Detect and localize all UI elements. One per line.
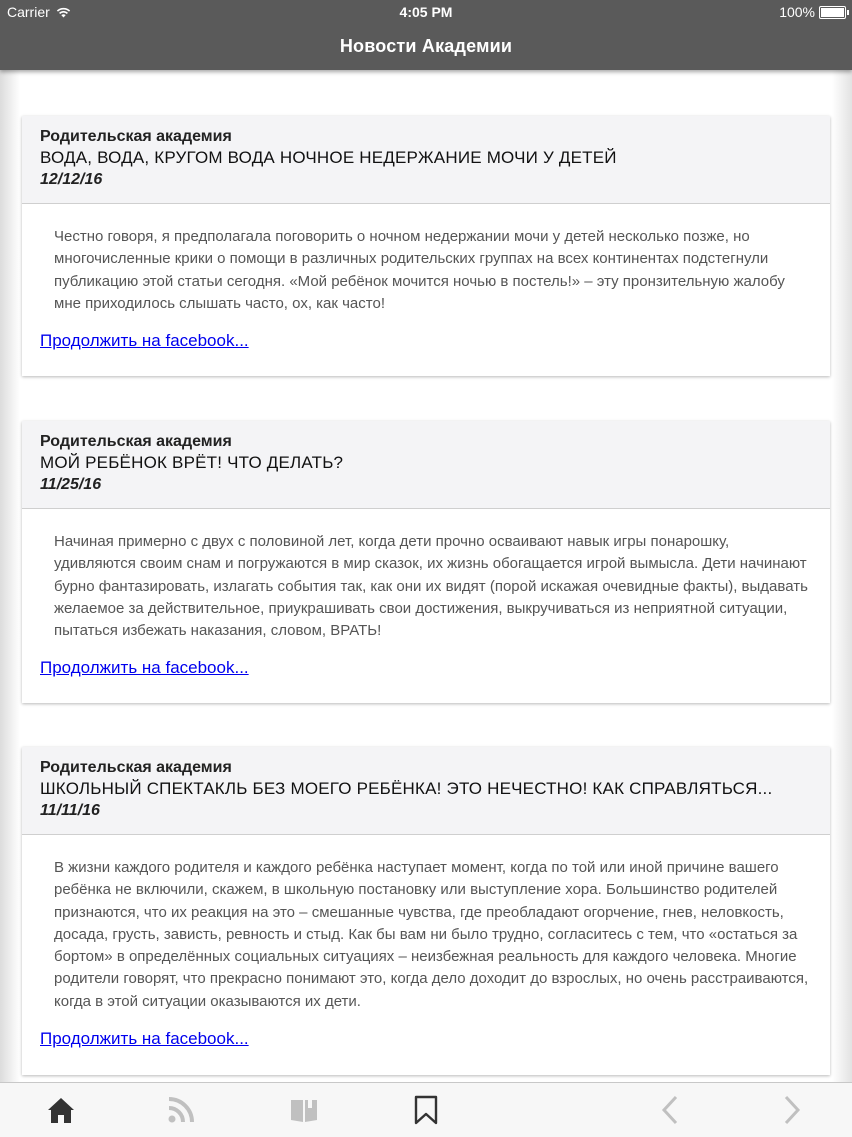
continue-on-facebook-link[interactable]: Продолжить на facebook... — [40, 658, 249, 678]
news-date: 12/12/16 — [40, 171, 103, 188]
news-headline: ШКОЛЬНЫЙ СПЕКТАКЛЬ БЕЗ МОЕГО РЕБЁНКА! ЭТО НЕЧЕСТНО! КАК СПРАВЛЯТЬСЯ... — [40, 779, 773, 798]
chevron-right-icon — [776, 1095, 806, 1125]
news-excerpt: Начиная примерно с двух с половиной лет, когда дети прочно осваивают навык игры понарошку, удивляются своим снам и погружаются в мир сказок, их жизнь обогащается игрой вымысла. Дети начинают бурно фантазировать, излагать события так, как они их видят (порой искажая очевидные факты), выдавать желаемое за действительное, приукрашивать свои достижения, выкручиваться из неприятной ситуации, пытаться избежать наказания, словом, ВРАТЬ! — [54, 533, 808, 640]
top-bar — [0, 0, 852, 70]
continue-on-facebook-link[interactable]: Продолжить на facebook... — [40, 1029, 249, 1049]
rss-icon — [166, 1095, 196, 1125]
news-card-header — [22, 421, 830, 509]
news-excerpt: Честно говоря, я предполагала поговорить о ночном недержании мочи у детей несколько позже, но многочисленные крики о помощи в различных родительских группах на всех континентах подстегнули публикацию этой статьи сегодня. «Мой ребёнок мочится ночью в постель!» – эту пронзительную жалобу мне приходилось слышать часто, ох, как часто! — [54, 228, 785, 312]
status-bar — [0, 0, 852, 24]
carrier-label: Carrier — [7, 4, 50, 20]
chevron-left-icon — [656, 1095, 686, 1125]
page-title: Новости Академии — [339, 36, 513, 56]
news-card — [22, 116, 830, 376]
news-card — [22, 747, 830, 1075]
tab-feed[interactable] — [166, 1095, 196, 1125]
book-icon — [289, 1095, 319, 1125]
news-headline: ВОДА, ВОДА, КРУГОМ ВОДА НОЧНОЕ НЕДЕРЖАНИЕ МОЧИ У ДЕТЕЙ — [40, 148, 617, 167]
news-card — [22, 421, 830, 703]
news-source: Родительская академия — [40, 433, 232, 450]
tab-bookmarks[interactable] — [411, 1095, 441, 1125]
home-icon — [46, 1095, 76, 1125]
battery-icon — [819, 6, 846, 19]
status-time: 4:05 PM — [399, 4, 453, 20]
news-card-body — [22, 204, 830, 365]
news-card-header — [22, 747, 830, 835]
news-card-header — [22, 116, 830, 204]
news-source: Родительская академия — [40, 759, 232, 776]
tab-library[interactable] — [289, 1095, 319, 1125]
news-headline: МОЙ РЕБЁНОК ВРЁТ! ЧТО ДЕЛАТЬ? — [40, 453, 344, 472]
news-excerpt: В жизни каждого родителя и каждого ребёнка наступает момент, когда по той или иной причине вашего ребёнка не включили, скажем, в школьную постановку или выступление хора. Большинство родителей признаются, что их реакция на это – смешанные чувства, где преобладают огорчение, гнев, неловкость, досада, грусть, зависть, ревность и стыд. Как бы вам ни было трудно, согласитесь с тем, что «остаться за бортом» в определённых социальных ситуациях – неизбежная реальность для каждого человека. Многие родители говорят, что прекрасно понимают это, когда дело доходит до взрослых, но очень расстраиваются, когда в этой ситуации оказываются их дети. — [54, 859, 809, 1010]
news-feed[interactable] — [0, 70, 852, 1082]
right-edge-shadow — [832, 70, 852, 1082]
tab-bar — [0, 1082, 852, 1137]
tab-home[interactable] — [46, 1095, 76, 1125]
back-button[interactable] — [656, 1095, 686, 1125]
battery-percent: 100% — [779, 4, 815, 20]
news-source: Родительская академия — [40, 128, 232, 145]
bookmark-icon — [411, 1095, 441, 1125]
left-edge-shadow — [0, 70, 20, 1082]
news-card-body — [22, 509, 830, 692]
news-date: 11/25/16 — [40, 476, 102, 493]
forward-button[interactable] — [776, 1095, 806, 1125]
news-date: 11/11/16 — [40, 802, 100, 819]
continue-on-facebook-link[interactable]: Продолжить на facebook... — [40, 331, 249, 351]
news-card-body — [22, 835, 830, 1063]
